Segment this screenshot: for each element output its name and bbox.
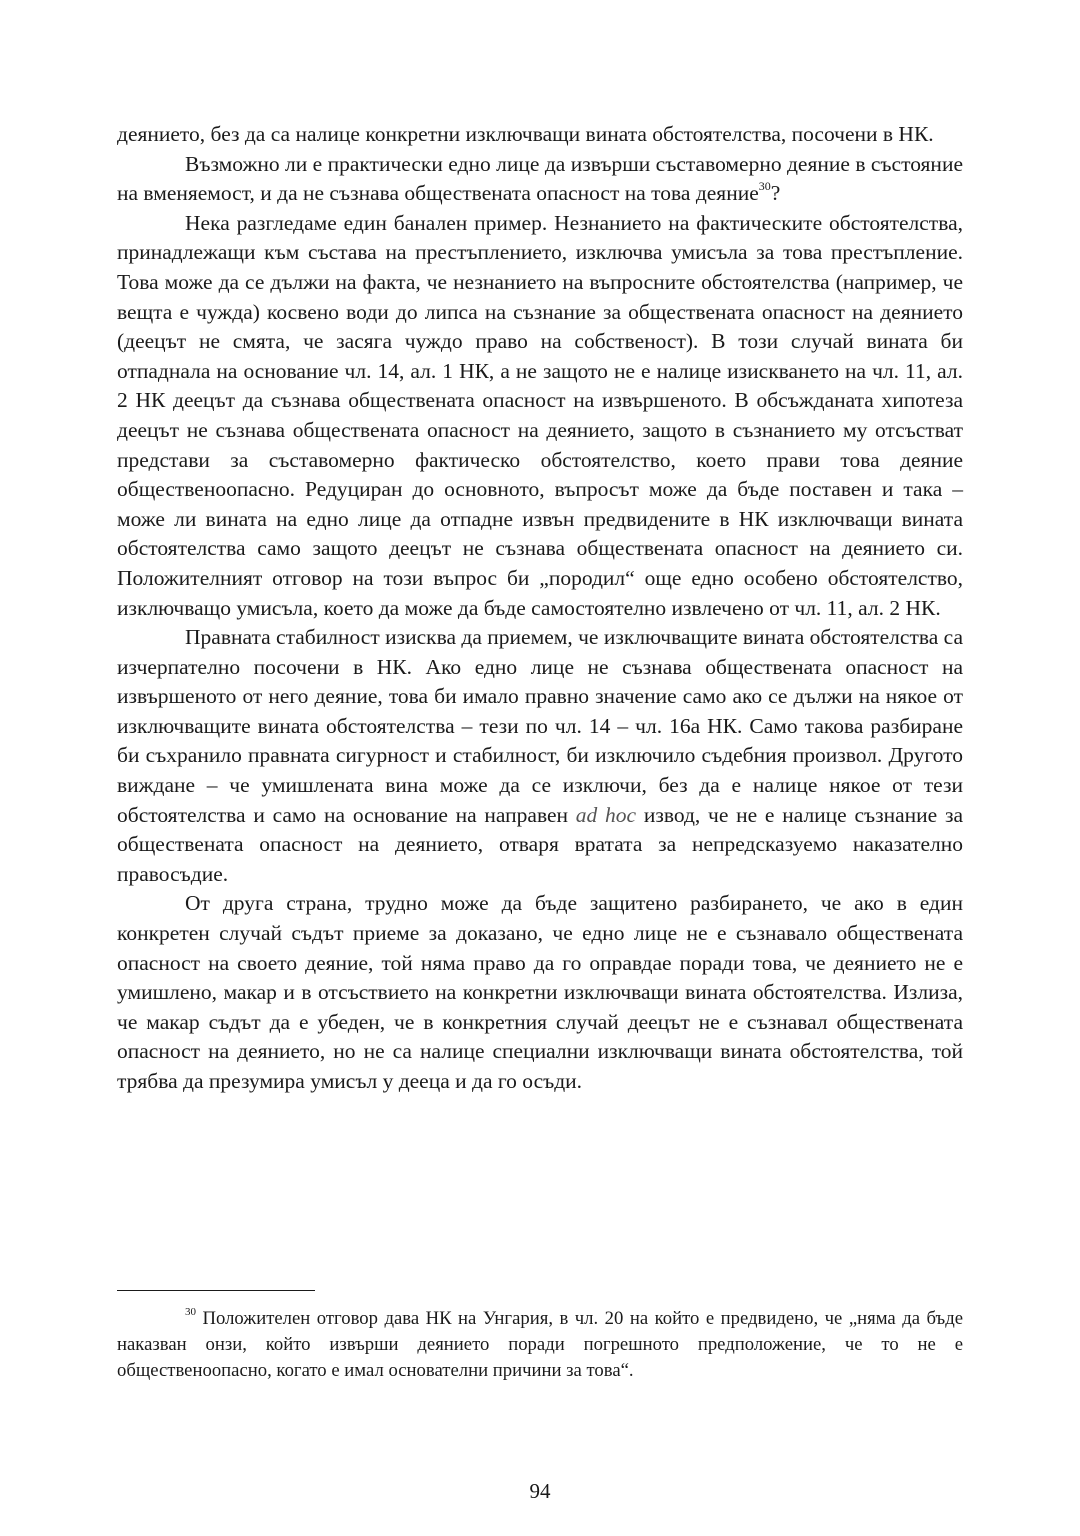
footnote-30 [117, 1306, 963, 1384]
footnote-separator [117, 1290, 315, 1291]
paragraph-5: От друга страна, трудно може да бъде защитено разбирането, че ако в един конкретен случай съдът приеме за доказано, че едно лице не е съзнавало обществената опасност на своето деяние, той няма право да го оправдае поради това, че деянието не е умишлено, макар и в отсъствието на конкретни изключващи вината обстоятелства. Излиза, че макар съдът да е убеден, че в конкретния случай деецът не е съзнавал обществената опасност на деянието, но не са налице специални изключващи вината обстоятелства, той трябва да презумира умисъл у дееца и да го осъди. [117, 891, 963, 1093]
footnote-number: 30 [185, 1305, 196, 1318]
paragraph-1: деянието, без да са налице конкретни изключващи вината обстоятелства, посочени в НК. [117, 122, 934, 146]
paragraph-4-text-after: извод, че не е налице съзнание за обществената опасност на деянието, отваря вратата за непредсказуемо наказателно правосъдие. [117, 802, 964, 886]
page-body [117, 120, 963, 1097]
page-number: 94 [529, 1479, 551, 1503]
paragraph-4 [117, 623, 963, 889]
footnote-text: Положителен отговор дава НК на Унгария, в чл. 20 на който е предвидено, че „няма да бъде наказван онзи, който извърши деянието поради погрешното предположение, че то не е общественоопасно, когато е имал основателни причини за това“. [117, 1308, 963, 1381]
paragraph-2 [117, 150, 963, 209]
footnotes [117, 1306, 963, 1384]
paragraph-2-text: Възможно ли е практически едно лице да извърши съставомерно деяние в състояние на вменяемост, и да не съзнава обществената опасност на това деяние [117, 151, 963, 206]
footnote-reference[interactable]: 30 [758, 179, 771, 194]
latin-term-ad-hoc: ad hoc [575, 802, 637, 827]
paragraph-3: Нека разгледаме един банален пример. Незнанието на фактическите обстоятелства, принадлежащи към състава на престъплението, изключва умисъла за това престъпление. Това може да се дължи на факта, че незнанието на въпросните обстоятелства (например, че вещта е чужда) косвено води до липса на съзнание за обществената опасност на деянието (деецът не смята, че засяга чуждо право на собственост). В този случай вината би отпаднала на основание чл. 14, ал. 1 НК, а не защото не е налице изискването на чл. 11, ал. 2 НК деецът да съзнава обществената опасност на извършеното. В обсъжданата хипотеза деецът не съзнава обществената опасност на деянието, защото в съзнанието му отсъстват представи за съставомерно фактическо обстоятелство, което прави това деяние общественоопасно. Редуциран до основното, въпросът може да бъде поставен и така – може ли вината на едно лице да отпадне извън предвидените в НК изключващи вината обстоятелства само защото деецът не съзнава обществената опасност на деянието си. Положителният отговор на този въпрос би „породил“ още едно особено обстоятелство, изключващо умисъла, което да може да бъде самостоятелно извлечено от чл. 11, ал. 2 НК. [117, 210, 963, 620]
paragraph-2-end: ? [770, 181, 781, 206]
paragraph-4-text-before: Правната стабилност изисква да приемем, че изключващите вината обстоятелства са изчерпателно посочени в НК. Ако едно лице не съзнава обществената опасност на извършеното от него деяние, това би имало правно значение само ако се дължи на някое от изключващите вината обстоятелства – тези по чл. 14 – чл. 16а НК. Само такова разбиране би съхранило правната сигурност и стабилност, би изключило съдебния произвол. Другото виждане – че умишлената вина може да се изключи, без да е налице някое от тези обстоятелства и само на основание на направен [117, 625, 963, 827]
